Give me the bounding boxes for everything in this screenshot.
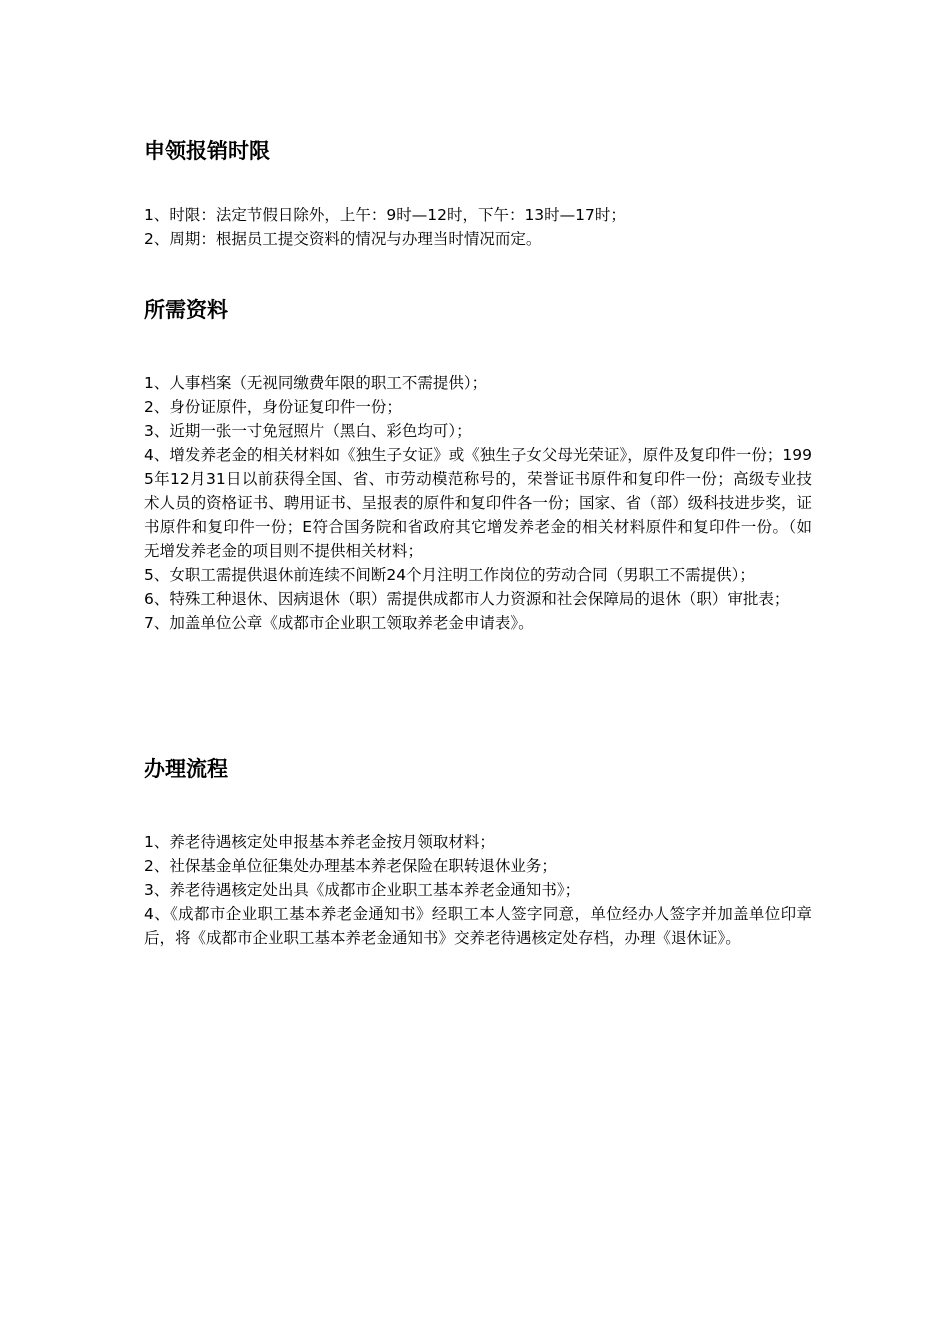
list-item: 2、社保基金单位征集处办理基本养老保险在职转退休业务；	[144, 857, 557, 875]
item-list	[144, 371, 812, 635]
list-item: 1、养老待遇核定处申报基本养老金按月领取材料；	[144, 833, 495, 851]
item-list	[144, 203, 812, 251]
section-heading: 申领报销时限	[144, 139, 270, 163]
list-item: 2、周期：根据员工提交资料的情况与办理当时情况而定。	[144, 230, 542, 248]
list-item: 4、《成都市企业职工基本养老金通知书》经职工本人签字同意，单位经办人签字并加盖单位印章后，将《成都市企业职工基本养老金通知书》交养老待遇核定处存档，办理《退休证》。	[144, 905, 812, 947]
section-procedure	[144, 755, 812, 950]
section-required-materials	[144, 296, 812, 635]
list-item: 1、时限：法定节假日除外，上午：9时—12时，下午：13时—17时；	[144, 206, 626, 224]
item-list	[144, 830, 812, 950]
list-item: 6、特殊工种退休、因病退休（职）需提供成都市人力资源和社会保障局的退休（职）审批表；	[144, 590, 790, 608]
list-item: 7、加盖单位公章《成都市企业职工领取养老金申请表》。	[144, 614, 534, 632]
list-item: 5、女职工需提供退休前连续不间断24个月注明工作岗位的劳动合同（男职工不需提供）；	[144, 566, 755, 584]
list-item: 3、养老待遇核定处出具《成都市企业职工基本养老金通知书》；	[144, 881, 581, 899]
section-application-deadline	[144, 137, 812, 251]
list-item: 1、人事档案（无视同缴费年限的职工不需提供）；	[144, 374, 488, 392]
section-heading: 所需资料	[144, 298, 228, 322]
list-item: 2、身份证原件，身份证复印件一份；	[144, 398, 402, 416]
list-item: 3、近期一张一寸免冠照片（黑白、彩色均可）；	[144, 422, 472, 440]
list-item: 4、增发养老金的相关材料如《独生子女证》或《独生子女父母光荣证》，原件及复印件一份；1995年12月31日以前获得全国、省、市劳动模范称号的，荣誉证书原件和复印件一份；高级专业技术人员的资格证书、聘用证书、呈报表的原件和复印件各一份；国家、省（部）级科技进步奖，证书原件和复印件一份；E符合国务院和省政府其它增发养老金的相关材料原件和复印件一份。（如无增发养老金的项目则不提供相关材料；	[144, 446, 812, 560]
section-heading: 办理流程	[144, 757, 228, 781]
